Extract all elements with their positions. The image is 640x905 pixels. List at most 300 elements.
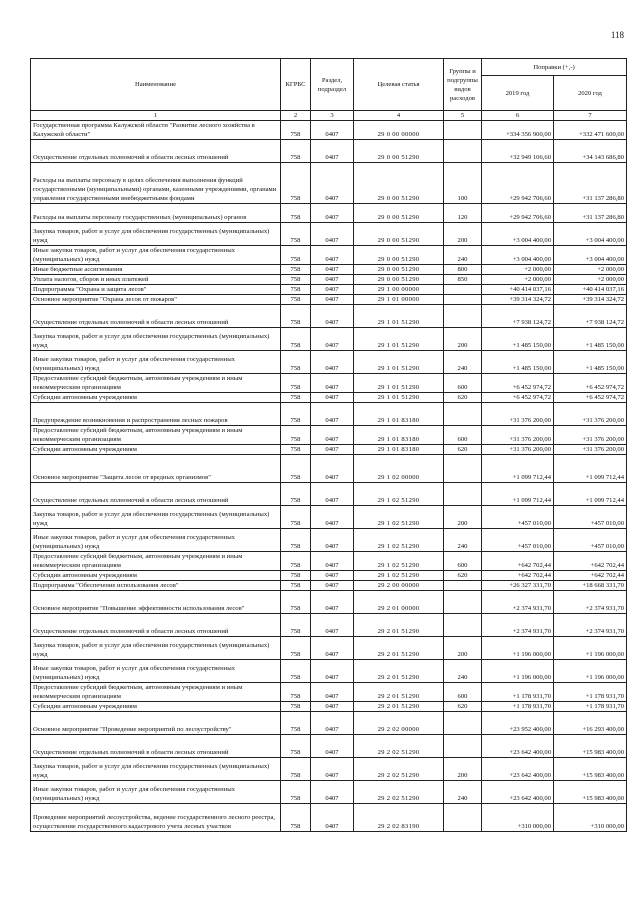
row-amount-2020: +457 010,00 bbox=[554, 529, 627, 552]
table-row bbox=[31, 552, 627, 571]
table-row bbox=[31, 660, 627, 683]
row-name: Закупка товаров, работ и услуг для обеспечения государственных (муниципальных) нужд bbox=[31, 758, 281, 781]
row-name: Осуществление отдельных полномочий в области лесных отношений bbox=[31, 140, 281, 163]
row-section: 0407 bbox=[311, 702, 354, 712]
row-expense-group: 240 bbox=[444, 660, 482, 683]
row-amount-2019: +31 376 200,00 bbox=[482, 403, 554, 426]
row-name: Основное мероприятие "Проведение мероприятий по лесоустройству" bbox=[31, 712, 281, 735]
row-kgrbs: 758 bbox=[281, 591, 311, 614]
row-section: 0407 bbox=[311, 445, 354, 455]
row-kgrbs: 758 bbox=[281, 702, 311, 712]
row-amount-2020: +2 374 931,70 bbox=[554, 591, 627, 614]
row-expense-group: 800 bbox=[444, 265, 482, 275]
row-expense-group: 200 bbox=[444, 758, 482, 781]
row-expense-group: 620 bbox=[444, 571, 482, 581]
row-amount-2019: +6 452 974,72 bbox=[482, 374, 554, 393]
row-section: 0407 bbox=[311, 403, 354, 426]
row-kgrbs: 758 bbox=[281, 758, 311, 781]
row-kgrbs: 758 bbox=[281, 265, 311, 275]
row-amount-2020: +7 938 124,72 bbox=[554, 305, 627, 328]
row-expense-group: 200 bbox=[444, 223, 482, 246]
row-name: Предоставление субсидий бюджетным, автономным учреждениям и иным некоммерческим организациям bbox=[31, 374, 281, 393]
row-kgrbs: 758 bbox=[281, 483, 311, 506]
row-section: 0407 bbox=[311, 552, 354, 571]
row-kgrbs: 758 bbox=[281, 305, 311, 328]
row-target-article: 29 2 02 83190 bbox=[354, 804, 444, 832]
row-amount-2019: +40 414 037,16 bbox=[482, 285, 554, 295]
row-name: Закупка товаров, работ и услуг для обеспечения государственных (муниципальных) нужд bbox=[31, 223, 281, 246]
table-row bbox=[31, 163, 627, 204]
row-section: 0407 bbox=[311, 660, 354, 683]
row-amount-2019: +642 702,44 bbox=[482, 571, 554, 581]
row-kgrbs: 758 bbox=[281, 571, 311, 581]
row-target-article: 29 0 00 51290 bbox=[354, 163, 444, 204]
row-kgrbs: 758 bbox=[281, 163, 311, 204]
row-amount-2019: +1 178 931,70 bbox=[482, 702, 554, 712]
row-target-article: 29 1 02 51290 bbox=[354, 506, 444, 529]
row-amount-2019: +2 000,00 bbox=[482, 265, 554, 275]
row-section: 0407 bbox=[311, 591, 354, 614]
row-amount-2019: +1 099 712,44 bbox=[482, 483, 554, 506]
row-section: 0407 bbox=[311, 140, 354, 163]
table-row bbox=[31, 445, 627, 455]
table-row bbox=[31, 246, 627, 265]
row-target-article: 29 1 01 51290 bbox=[354, 374, 444, 393]
row-amount-2020: +34 143 686,80 bbox=[554, 140, 627, 163]
row-target-article: 29 2 01 51290 bbox=[354, 683, 444, 702]
row-expense-group: 600 bbox=[444, 426, 482, 445]
row-section: 0407 bbox=[311, 295, 354, 305]
row-amount-2020: +15 983 400,00 bbox=[554, 735, 627, 758]
row-amount-2020: +1 485 150,00 bbox=[554, 351, 627, 374]
table-row bbox=[31, 506, 627, 529]
row-name: Предоставление субсидий бюджетным, автономным учреждениям и иным некоммерческим организациям bbox=[31, 552, 281, 571]
row-section: 0407 bbox=[311, 483, 354, 506]
table-row bbox=[31, 328, 627, 351]
row-expense-group: 240 bbox=[444, 529, 482, 552]
column-number: 2 bbox=[281, 111, 311, 121]
row-amount-2019: +2 374 931,70 bbox=[482, 591, 554, 614]
row-name: Осуществление отдельных полномочий в области лесных отношений bbox=[31, 735, 281, 758]
table-row bbox=[31, 374, 627, 393]
row-amount-2020: +15 983 400,00 bbox=[554, 758, 627, 781]
row-target-article: 29 2 01 51290 bbox=[354, 637, 444, 660]
row-target-article: 29 1 01 51290 bbox=[354, 305, 444, 328]
row-expense-group: 620 bbox=[444, 445, 482, 455]
row-amount-2019: +23 642 400,00 bbox=[482, 781, 554, 804]
row-amount-2020: +31 376 200,00 bbox=[554, 426, 627, 445]
row-target-article: 29 1 00 00000 bbox=[354, 285, 444, 295]
row-amount-2019: +39 314 324,72 bbox=[482, 295, 554, 305]
row-name: Расходы на выплаты персоналу государственных (муниципальных) органов bbox=[31, 204, 281, 223]
row-name: Предоставление субсидий бюджетным, автономным учреждениям и иным некоммерческим организациям bbox=[31, 683, 281, 702]
row-amount-2020: +2 000,00 bbox=[554, 265, 627, 275]
row-amount-2019: +310 000,00 bbox=[482, 804, 554, 832]
row-target-article: 29 1 01 83180 bbox=[354, 445, 444, 455]
row-name: Субсидии автономным учреждениям bbox=[31, 445, 281, 455]
row-amount-2019: +1 099 712,44 bbox=[482, 455, 554, 483]
row-expense-group bbox=[444, 140, 482, 163]
row-amount-2020: +6 452 974,72 bbox=[554, 374, 627, 393]
row-name: Закупка товаров, работ и услуг для обеспечения государственных (муниципальных) нужд bbox=[31, 506, 281, 529]
row-kgrbs: 758 bbox=[281, 735, 311, 758]
row-target-article: 29 0 00 51290 bbox=[354, 140, 444, 163]
table-body bbox=[31, 121, 627, 832]
column-number: 7 bbox=[554, 111, 627, 121]
row-target-article: 29 2 01 51290 bbox=[354, 702, 444, 712]
row-amount-2020: +310 000,00 bbox=[554, 804, 627, 832]
row-amount-2019: +6 452 974,72 bbox=[482, 393, 554, 403]
row-section: 0407 bbox=[311, 163, 354, 204]
row-amount-2020: +31 376 200,00 bbox=[554, 403, 627, 426]
table-row bbox=[31, 223, 627, 246]
row-expense-group bbox=[444, 403, 482, 426]
row-name: Субсидии автономным учреждениям bbox=[31, 393, 281, 403]
row-kgrbs: 758 bbox=[281, 393, 311, 403]
column-number: 4 bbox=[354, 111, 444, 121]
header-year-2020: 2020 год bbox=[554, 76, 627, 111]
row-kgrbs: 758 bbox=[281, 403, 311, 426]
row-name: Основное мероприятие "Защита лесов от вредных организмов" bbox=[31, 455, 281, 483]
row-name: Основное мероприятие "Повышение эффективности использования лесов" bbox=[31, 591, 281, 614]
row-name: Иные закупки товаров, работ и услуг для обеспечения государственных (муниципальных) нужд bbox=[31, 246, 281, 265]
row-amount-2019: +31 376 200,00 bbox=[482, 445, 554, 455]
row-expense-group bbox=[444, 591, 482, 614]
row-name: Осуществление отдельных полномочий в области лесных отношений bbox=[31, 305, 281, 328]
row-amount-2020: +31 376 200,00 bbox=[554, 445, 627, 455]
row-name: Иные закупки товаров, работ и услуг для обеспечения государственных (муниципальных) нужд bbox=[31, 781, 281, 804]
row-expense-group bbox=[444, 581, 482, 591]
row-target-article: 29 0 00 51290 bbox=[354, 265, 444, 275]
row-expense-group: 850 bbox=[444, 275, 482, 285]
row-amount-2019: +1 485 150,00 bbox=[482, 328, 554, 351]
row-amount-2019: +29 942 706,60 bbox=[482, 204, 554, 223]
header-year-2019: 2019 год bbox=[482, 76, 554, 111]
row-amount-2019: +1 196 000,00 bbox=[482, 637, 554, 660]
row-target-article: 29 1 01 00000 bbox=[354, 295, 444, 305]
row-kgrbs: 758 bbox=[281, 121, 311, 140]
row-amount-2019: +1 485 150,00 bbox=[482, 351, 554, 374]
row-expense-group: 200 bbox=[444, 328, 482, 351]
table-row bbox=[31, 758, 627, 781]
table-row bbox=[31, 275, 627, 285]
table-row bbox=[31, 285, 627, 295]
table-row bbox=[31, 683, 627, 702]
row-expense-group bbox=[444, 455, 482, 483]
row-name: Основное мероприятие "Охрана лесов от пожаров" bbox=[31, 295, 281, 305]
row-kgrbs: 758 bbox=[281, 223, 311, 246]
row-amount-2020: +2 374 931,70 bbox=[554, 614, 627, 637]
table-row bbox=[31, 265, 627, 275]
row-amount-2019: +32 949 106,60 bbox=[482, 140, 554, 163]
row-section: 0407 bbox=[311, 328, 354, 351]
row-section: 0407 bbox=[311, 571, 354, 581]
row-name: Закупка товаров, работ и услуг для обеспечения государственных (муниципальных) нужд bbox=[31, 637, 281, 660]
table-row bbox=[31, 702, 627, 712]
row-target-article: 29 1 01 51290 bbox=[354, 393, 444, 403]
row-section: 0407 bbox=[311, 781, 354, 804]
column-number-row bbox=[31, 111, 627, 121]
row-amount-2019: +23 642 400,00 bbox=[482, 735, 554, 758]
row-section: 0407 bbox=[311, 683, 354, 702]
row-section: 0407 bbox=[311, 804, 354, 832]
table-row bbox=[31, 571, 627, 581]
row-amount-2019: +334 356 900,00 bbox=[482, 121, 554, 140]
row-section: 0407 bbox=[311, 712, 354, 735]
row-expense-group bbox=[444, 295, 482, 305]
row-target-article: 29 2 02 51290 bbox=[354, 758, 444, 781]
row-name: Иные закупки товаров, работ и услуг для обеспечения государственных (муниципальных) нужд bbox=[31, 660, 281, 683]
row-target-article: 29 2 00 00000 bbox=[354, 581, 444, 591]
row-expense-group bbox=[444, 712, 482, 735]
column-number: 6 bbox=[482, 111, 554, 121]
row-target-article: 29 0 00 51290 bbox=[354, 275, 444, 285]
row-amount-2019: +23 642 400,00 bbox=[482, 758, 554, 781]
header-group: Группы и подгруппы видов расходов bbox=[444, 59, 482, 111]
row-expense-group: 600 bbox=[444, 374, 482, 393]
row-amount-2020: +39 314 324,72 bbox=[554, 295, 627, 305]
row-amount-2020: +1 196 000,00 bbox=[554, 660, 627, 683]
row-amount-2020: +1 485 150,00 bbox=[554, 328, 627, 351]
row-expense-group bbox=[444, 804, 482, 832]
row-amount-2019: +26 327 331,70 bbox=[482, 581, 554, 591]
row-expense-group bbox=[444, 614, 482, 637]
row-expense-group bbox=[444, 483, 482, 506]
row-kgrbs: 758 bbox=[281, 506, 311, 529]
row-amount-2019: +642 702,44 bbox=[482, 552, 554, 571]
row-name: Иные бюджетные ассигнования bbox=[31, 265, 281, 275]
row-name: Иные закупки товаров, работ и услуг для обеспечения государственных (муниципальных) нужд bbox=[31, 351, 281, 374]
table-row bbox=[31, 140, 627, 163]
row-section: 0407 bbox=[311, 204, 354, 223]
row-expense-group: 100 bbox=[444, 163, 482, 204]
row-amount-2020: +457 010,00 bbox=[554, 506, 627, 529]
row-amount-2019: +1 178 931,70 bbox=[482, 683, 554, 702]
row-amount-2019: +23 952 400,00 bbox=[482, 712, 554, 735]
row-amount-2020: +642 702,44 bbox=[554, 571, 627, 581]
row-section: 0407 bbox=[311, 265, 354, 275]
row-name: Иные закупки товаров, работ и услуг для обеспечения государственных (муниципальных) нужд bbox=[31, 529, 281, 552]
row-kgrbs: 758 bbox=[281, 295, 311, 305]
table-row bbox=[31, 712, 627, 735]
row-expense-group: 200 bbox=[444, 506, 482, 529]
row-kgrbs: 758 bbox=[281, 328, 311, 351]
table-row bbox=[31, 637, 627, 660]
row-kgrbs: 758 bbox=[281, 529, 311, 552]
row-section: 0407 bbox=[311, 581, 354, 591]
page-number: 118 bbox=[610, 30, 624, 40]
row-target-article: 29 2 01 00000 bbox=[354, 591, 444, 614]
row-amount-2019: +3 004 400,00 bbox=[482, 246, 554, 265]
row-kgrbs: 758 bbox=[281, 351, 311, 374]
row-target-article: 29 2 01 51290 bbox=[354, 660, 444, 683]
row-section: 0407 bbox=[311, 393, 354, 403]
row-expense-group: 620 bbox=[444, 702, 482, 712]
row-amount-2020: +1 178 931,70 bbox=[554, 683, 627, 702]
row-name: Государственная программа Калужской области "Развитие лесного хозяйства в Калужской области" bbox=[31, 121, 281, 140]
row-kgrbs: 758 bbox=[281, 804, 311, 832]
row-kgrbs: 758 bbox=[281, 445, 311, 455]
row-kgrbs: 758 bbox=[281, 140, 311, 163]
row-kgrbs: 758 bbox=[281, 426, 311, 445]
row-section: 0407 bbox=[311, 529, 354, 552]
row-expense-group: 120 bbox=[444, 204, 482, 223]
row-amount-2020: +15 983 400,00 bbox=[554, 781, 627, 804]
row-expense-group: 240 bbox=[444, 781, 482, 804]
row-target-article: 29 1 01 83180 bbox=[354, 426, 444, 445]
table-row bbox=[31, 121, 627, 140]
row-name: Осуществление отдельных полномочий в области лесных отношений bbox=[31, 614, 281, 637]
table-row bbox=[31, 581, 627, 591]
column-number: 1 bbox=[31, 111, 281, 121]
row-expense-group bbox=[444, 285, 482, 295]
row-target-article: 29 1 01 51290 bbox=[354, 351, 444, 374]
row-target-article: 29 0 00 51290 bbox=[354, 223, 444, 246]
row-name: Закупка товаров, работ и услуг для обеспечения государственных (муниципальных) нужд bbox=[31, 328, 281, 351]
row-amount-2020: +16 293 400,00 bbox=[554, 712, 627, 735]
row-section: 0407 bbox=[311, 275, 354, 285]
row-amount-2020: +2 000,00 bbox=[554, 275, 627, 285]
row-amount-2020: +1 099 712,44 bbox=[554, 483, 627, 506]
row-expense-group: 600 bbox=[444, 552, 482, 571]
header-name: Наименование bbox=[31, 59, 281, 111]
row-target-article: 29 2 01 51290 bbox=[354, 614, 444, 637]
row-amount-2019: +457 010,00 bbox=[482, 529, 554, 552]
row-section: 0407 bbox=[311, 121, 354, 140]
row-amount-2020: +1 178 931,70 bbox=[554, 702, 627, 712]
row-expense-group bbox=[444, 735, 482, 758]
row-name: Осуществление отдельных полномочий в области лесных отношений bbox=[31, 483, 281, 506]
row-kgrbs: 758 bbox=[281, 781, 311, 804]
row-amount-2019: +457 010,00 bbox=[482, 506, 554, 529]
row-kgrbs: 758 bbox=[281, 660, 311, 683]
table-row bbox=[31, 455, 627, 483]
row-section: 0407 bbox=[311, 285, 354, 295]
row-kgrbs: 758 bbox=[281, 204, 311, 223]
row-kgrbs: 758 bbox=[281, 683, 311, 702]
row-section: 0407 bbox=[311, 455, 354, 483]
header-target: Целевая статья bbox=[354, 59, 444, 111]
table-row bbox=[31, 305, 627, 328]
row-expense-group: 200 bbox=[444, 637, 482, 660]
row-section: 0407 bbox=[311, 758, 354, 781]
row-name: Проведение мероприятий лесоустройства, ведение государственного лесного реестра, осуществление государственного кадастрового учета лесных участков bbox=[31, 804, 281, 832]
row-target-article: 29 1 01 51290 bbox=[354, 328, 444, 351]
row-name: Расходы на выплаты персоналу в целях обеспечения выполнения функций государственными (муниципальными) органами, казенными учреждениями, органами управления государственными внебюджетными фондами bbox=[31, 163, 281, 204]
row-target-article: 29 1 01 83180 bbox=[354, 403, 444, 426]
row-amount-2020: +332 471 600,00 bbox=[554, 121, 627, 140]
row-amount-2020: +31 137 286,80 bbox=[554, 163, 627, 204]
row-amount-2020: +642 702,44 bbox=[554, 552, 627, 571]
row-name: Уплата налогов, сборов и иных платежей bbox=[31, 275, 281, 285]
table-row bbox=[31, 804, 627, 832]
row-expense-group: 620 bbox=[444, 393, 482, 403]
row-target-article: 29 1 02 00000 bbox=[354, 455, 444, 483]
row-kgrbs: 758 bbox=[281, 275, 311, 285]
row-section: 0407 bbox=[311, 305, 354, 328]
row-amount-2019: +2 374 931,70 bbox=[482, 614, 554, 637]
row-kgrbs: 758 bbox=[281, 455, 311, 483]
row-kgrbs: 758 bbox=[281, 614, 311, 637]
row-target-article: 29 2 02 51290 bbox=[354, 735, 444, 758]
row-amount-2020: +18 668 331,70 bbox=[554, 581, 627, 591]
row-name: Подпрограмма "Охрана и защита лесов" bbox=[31, 285, 281, 295]
row-expense-group: 240 bbox=[444, 246, 482, 265]
row-kgrbs: 758 bbox=[281, 637, 311, 660]
row-expense-group bbox=[444, 121, 482, 140]
row-amount-2020: +6 452 974,72 bbox=[554, 393, 627, 403]
row-amount-2019: +29 942 706,60 bbox=[482, 163, 554, 204]
table-row bbox=[31, 529, 627, 552]
row-name: Субсидии автономным учреждениям bbox=[31, 571, 281, 581]
row-expense-group: 240 bbox=[444, 351, 482, 374]
column-number: 3 bbox=[311, 111, 354, 121]
row-section: 0407 bbox=[311, 637, 354, 660]
row-section: 0407 bbox=[311, 374, 354, 393]
row-amount-2020: +3 004 400,00 bbox=[554, 246, 627, 265]
table-row bbox=[31, 614, 627, 637]
row-target-article: 29 0 00 51290 bbox=[354, 204, 444, 223]
row-name: Подпрограмма "Обеспечение использования лесов" bbox=[31, 581, 281, 591]
budget-amendments-table bbox=[30, 58, 627, 832]
column-number: 5 bbox=[444, 111, 482, 121]
row-amount-2020: +31 137 286,80 bbox=[554, 204, 627, 223]
header-section: Раздел, подраздел bbox=[311, 59, 354, 111]
row-amount-2020: +40 414 037,16 bbox=[554, 285, 627, 295]
table-row bbox=[31, 591, 627, 614]
row-section: 0407 bbox=[311, 614, 354, 637]
row-kgrbs: 758 bbox=[281, 246, 311, 265]
header-amendments: Поправки (+,-) bbox=[482, 59, 627, 76]
table-row bbox=[31, 403, 627, 426]
row-section: 0407 bbox=[311, 506, 354, 529]
row-amount-2020: +1 099 712,44 bbox=[554, 455, 627, 483]
row-section: 0407 bbox=[311, 426, 354, 445]
row-name: Предупреждение возникновения и распространения лесных пожаров bbox=[31, 403, 281, 426]
table-row bbox=[31, 295, 627, 305]
row-name: Субсидии автономным учреждениям bbox=[31, 702, 281, 712]
row-amount-2019: +7 938 124,72 bbox=[482, 305, 554, 328]
row-section: 0407 bbox=[311, 351, 354, 374]
table-row bbox=[31, 393, 627, 403]
row-kgrbs: 758 bbox=[281, 581, 311, 591]
row-kgrbs: 758 bbox=[281, 712, 311, 735]
row-kgrbs: 758 bbox=[281, 285, 311, 295]
row-amount-2019: +2 000,00 bbox=[482, 275, 554, 285]
row-section: 0407 bbox=[311, 246, 354, 265]
row-amount-2019: +31 376 200,00 bbox=[482, 426, 554, 445]
row-target-article: 29 1 02 51290 bbox=[354, 529, 444, 552]
row-kgrbs: 758 bbox=[281, 552, 311, 571]
table-row bbox=[31, 781, 627, 804]
row-expense-group: 600 bbox=[444, 683, 482, 702]
row-target-article: 29 0 00 00000 bbox=[354, 121, 444, 140]
table-row bbox=[31, 483, 627, 506]
row-name: Предоставление субсидий бюджетным, автономным учреждениям и иным некоммерческим организациям bbox=[31, 426, 281, 445]
row-kgrbs: 758 bbox=[281, 374, 311, 393]
row-amount-2020: +1 196 000,00 bbox=[554, 637, 627, 660]
table-row bbox=[31, 351, 627, 374]
table-row bbox=[31, 426, 627, 445]
row-section: 0407 bbox=[311, 223, 354, 246]
row-section: 0407 bbox=[311, 735, 354, 758]
row-target-article: 29 1 02 51290 bbox=[354, 571, 444, 581]
row-amount-2020: +3 004 400,00 bbox=[554, 223, 627, 246]
table-row bbox=[31, 204, 627, 223]
row-target-article: 29 2 02 51290 bbox=[354, 781, 444, 804]
header-kgrbs: КГРБС bbox=[281, 59, 311, 111]
row-target-article: 29 1 02 51290 bbox=[354, 483, 444, 506]
